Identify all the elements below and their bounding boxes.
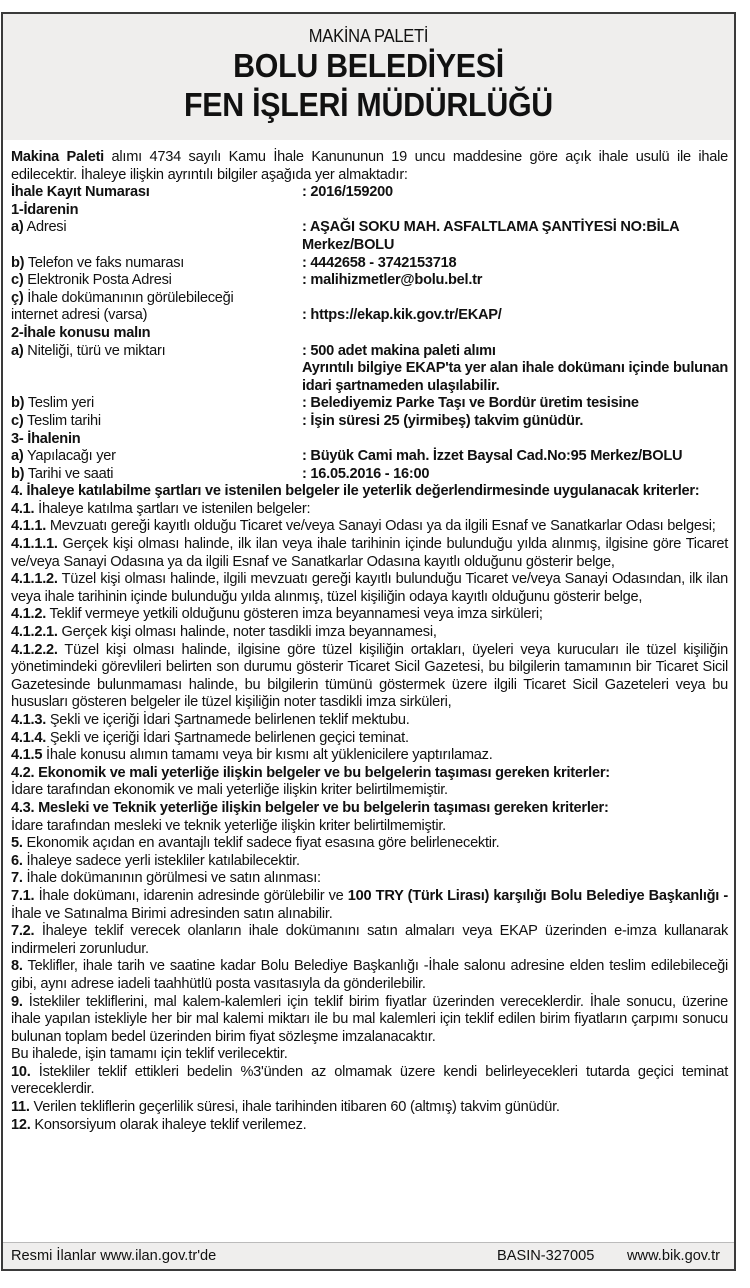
footer-press-code: BASIN-327005 <box>497 1248 595 1264</box>
section3-heading: 3- İhalenin <box>11 430 81 447</box>
announcement-footer <box>3 1242 734 1269</box>
clause-4-1: 4.1. İhaleye katılma şartları ve istenilen belgeler: <box>11 500 311 517</box>
section2-heading: 2-İhale konusu malın <box>11 324 151 341</box>
address-row: a) Adresi : AŞAĞI SOKU MAH. ASFALTLAMA ŞANTİYESİ NO:BİLA Merkez/BOLU <box>11 219 728 254</box>
header-title-line2: FEN İŞLERİ MÜDÜRLÜĞÜ <box>184 86 553 123</box>
clause-4-1-1: 4.1.1. Mevzuatı gereği kayıtlı olduğu Ticaret ve/veya Sanayi Odası ya da ilgili Esnaf ve Sanatkarlar Odası belgesi; <box>11 518 716 535</box>
clause-4-3-text: İdare tarafından mesleki ve teknik yeterliğe ilişkin kriter belirtilmemiştir. <box>11 817 446 834</box>
clause-4-1-2-1: 4.1.2.1. Gerçek kişi olması halinde, noter tasdikli imza beyannamesi, <box>11 624 437 641</box>
clause-4-2-heading: 4.2. Ekonomik ve mali yeterliğe ilişkin belgeler ve bu belgelerin taşıması gereken kriterler: <box>11 764 610 781</box>
announcement-body <box>3 140 734 1134</box>
header-title-line1: BOLU BELEDİYESİ <box>233 47 504 84</box>
clause-4-2-text: İdare tarafından ekonomik ve mali yeterliğe ilişkin kriter belirtilmemiştir. <box>11 782 448 799</box>
email-value: : malihizmetler@bolu.bel.tr <box>302 272 483 289</box>
section4-heading: 4. İhaleye katılabilme şartları ve istenilen belgeler ile yeterlik değerlendirmesinde uygulanacak kriterler: <box>11 483 700 500</box>
section1-heading: 1-İdarenin <box>11 201 79 218</box>
registry-label: İhale Kayıt Numarası <box>11 184 150 201</box>
footer-official-ads-link[interactable]: Resmi İlanlar www.ilan.gov.tr'de <box>11 1248 217 1264</box>
clause-4-1-1-1: 4.1.1.1. Gerçek kişi olması halinde, ilk ilan veya ihale tarihinin içinde bulunduğu yılda alınmış, ilgisine göre Ticaret ve/veya Sanayi Odasına ya da ilgili Esnaf ve Sanatkarlar Odasına kayıtlı olduğunu gösterir belge, <box>11 536 728 570</box>
delivery-place-row: b) Teslim yeri : Belediyemiz Parke Taşı ve Bordür üretim tesisine <box>11 395 639 412</box>
email-row: c) Elektronik Posta Adresi : malihizmetler@bolu.bel.tr <box>11 272 728 290</box>
tender-datetime-row: b) Tarihi ve saati : 16.05.2016 - 16:00 <box>11 465 430 482</box>
registry-row <box>11 184 728 202</box>
clause-4-1-2-2: 4.1.2.2. Tüzel kişi olması halinde, ilgisine göre tüzel kişiliğin ortakları, üyeleri veya kurucuları ile tüzel kişiliğin yönetimindeki görevlileri belirten son durumu gösterir Ticaret Sicil Gazetesi, bu bilgilerin tamamının bir Ticaret Sicil Gazetesinde bulunmaması halinde, bu bilgilerin tümünü göstermek üzere ilgili Ticaret Sicil Gazeteleri veya bu hususları gösteren belgeler ile tüzel kişiliğin noter tasdikli imza sirküleri, <box>11 641 728 711</box>
clause-9-note: Bu ihalede, işin tamamı için teklif verilecektir. <box>11 1046 288 1063</box>
clause-10: 10. İstekliler teklif ettikleri bedelin %3'ünden az olmamak üzere kendi belirleyecekleri tutarda geçici teminat vereceklerdir. <box>11 1063 728 1098</box>
clause-4-1-1-2: 4.1.1.2. Tüzel kişi olması halinde, ilgili mevzuatı gereği kayıtlı bulunduğu Ticaret ve/veya Sanayi Odasından, ilk ilan veya ihale tarihinin içinde bulunduğu yılda alınmış, tüzel kişiliğin odaya kayıtlı olduğunu gösterir belge, <box>11 571 728 605</box>
delivery-date-row: c) Teslim tarihi : İşin süresi 25 (yirmibeş) takvim günüdür. <box>11 412 584 429</box>
address-value: : AŞAĞI SOKU MAH. ASFALTLAMA ŞANTİYESİ NO:BİLA Merkez/BOLU <box>302 219 679 253</box>
nature-value: : 500 adet makina paleti alımı Ayrıntılı bilgiye EKAP'ta yer alan ihale dokümanı içinde bulunan idari şartnameden ulaşılabilir. <box>302 342 728 394</box>
clause-8: 8. Teklifler, ihale tarih ve saatine kadar Bolu Belediye Başkanlığı -İhale salonu adresine elden teslim edilebileceği gibi, aynı adrese iadeli taahhütlü posta vasıtasıyla da gönderilebilir. <box>11 958 728 992</box>
web-address-link[interactable]: : https://ekap.kik.gov.tr/EKAP/ <box>302 307 502 324</box>
clause-4-1-2: 4.1.2. Teklif vermeye yetkili olduğunu gösteren imza beyannamesi veya imza sirküleri; <box>11 606 543 623</box>
clause-9: 9. İstekliler tekliflerini, mal kalem-kalemleri için teklif birim fiyatlar üzerinden vereceklerdir. İhale sonucu, üzerine ihale yapılan istekliyle her bir mal kalemi miktarı ile bu mal kalemleri için teklif edilen birim fiyatların çarpımı sonucu bulunan toplam bedel üzerinden birim fiyat sözleşme imzalanacaktır. <box>11 993 728 1045</box>
clause-5: 5. Ekonomik açıdan en avantajlı teklif sadece fiyat esasına göre belirlenecektir. <box>11 835 500 852</box>
clause-4-3-heading: 4.3. Mesleki ve Teknik yeterliğe ilişkin belgeler ve bu belgelerin taşıması gereken kriterler: <box>11 799 609 816</box>
phone-row: b) Telefon ve faks numarası : 4442658 - 3742153718 <box>11 255 728 273</box>
announcement-frame <box>1 12 736 1271</box>
nature-row: a) Niteliği, türü ve miktarı : 500 adet makina paleti alımı Ayrıntılı bilgiye EKAP'ta yer alan ihale dokümanı içinde bulunan idari şartnameden ulaşılabilir. <box>11 342 728 394</box>
clause-7: 7. İhale dokümanının görülmesi ve satın alınması: <box>11 870 321 887</box>
web-row: internet adresi (varsa) : https://ekap.kik.gov.tr/EKAP/ <box>11 307 728 325</box>
header-subtitle: MAKİNA PALETİ <box>308 26 429 46</box>
intro-paragraph <box>11 149 728 184</box>
announcement-header <box>3 14 734 140</box>
registry-value: : 2016/159200 <box>302 184 393 201</box>
clause-7-1: 7.1. İhale dokümanı, idarenin adresinde görülebilir ve 100 TRY (Türk Lirası) karşılığı Bolu Belediye Başkanlığı - İhale ve Satınalma Birimi adresinden satın alınabilir. <box>11 887 728 922</box>
tender-place-row: a) Yapılacağı yer : Büyük Cami mah. İzzet Baysal Cad.No:95 Merkez/BOLU <box>11 448 683 465</box>
footer-bik-link[interactable]: www.bik.gov.tr <box>627 1248 720 1264</box>
clause-11: 11. Verilen tekliflerin geçerlilik süresi, ihale tarihinden itibaren 60 (altmış) takvim günüdür. <box>11 1099 560 1116</box>
web-label-row: ç) İhale dokümanının görülebileceği <box>11 289 234 306</box>
clause-6: 6. İhaleye sadece yerli istekliler katılabilecektir. <box>11 852 300 869</box>
clause-4-1-5: 4.1.5 İhale konusu alımın tamamı veya bir kısmı alt yüklenicilere yaptırılamaz. <box>11 747 493 764</box>
clause-7-2: 7.2. İhaleye teklif verecek olanların ihale dokümanını satın almaları veya EKAP üzerinden e-imza kullanarak indirmeleri zorunludur. <box>11 923 728 957</box>
clause-4-1-3: 4.1.3. Şekli ve içeriği İdari Şartnamede belirlenen teklif mektubu. <box>11 712 410 728</box>
intro-bold: Makina Paleti <box>11 149 104 165</box>
clause-12: 12. Konsorsiyum olarak ihaleye teklif verilemez. <box>11 1116 307 1133</box>
clause-4-1-4: 4.1.4. Şekli ve içeriği İdari Şartnamede belirlenen geçici teminat. <box>11 729 409 746</box>
intro-text: alımı 4734 sayılı Kamu İhale Kanununun 19 uncu maddesine göre açık ihale usulü ile ihale edilecektir. İhaleye ilişkin ayrıntılı bilgiler aşağıda yer almaktadır: <box>11 149 728 183</box>
phone-value: : 4442658 - 3742153718 <box>302 254 457 271</box>
